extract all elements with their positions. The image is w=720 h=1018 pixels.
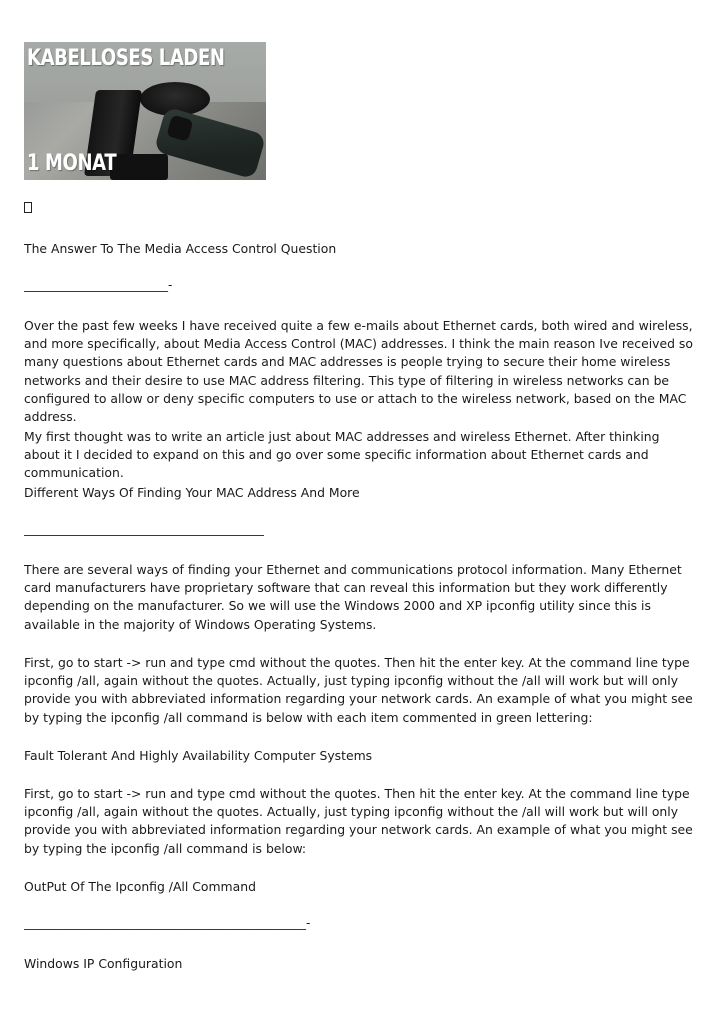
hero-image <box>24 42 266 180</box>
smartphone <box>154 107 266 180</box>
heading-finding-mac: Different Ways Of Finding Your MAC Address And More <box>24 485 360 500</box>
charging-stand-base <box>110 154 168 180</box>
hero-title-top: KABELLOSES LADEN <box>27 46 225 71</box>
hero-title-bottom: 1 MONAT <box>27 151 117 176</box>
heading-windows-ip-configuration: Windows IP Configuration <box>24 956 183 971</box>
missing-glyph-icon <box>24 202 32 213</box>
divider-2: ________________________________________ <box>24 522 264 536</box>
paragraph-several-ways: There are several ways of finding your Ethernet and communications protocol information. Many Ethernet card manufacturers have proprietary software that can reveal this information but they work differently depending on the manufacturer. So we will use the Windows 2000 and XP ipconfig utility since this is available in the majority of Windows Operating Systems. <box>24 562 682 632</box>
heading-media-access-control: The Answer To The Media Access Control Question <box>24 241 337 256</box>
paragraph-intro: Over the past few weeks I have received quite a few e-mails about Ethernet cards, both wired and wireless, and more specifically, about Media Access Control (MAC) addresses. I think the main reason Ive received so many questions about Ethernet cards and MAC addresses is people trying to secure their home wireless networks and their desire to use MAC address filtering. This type of filtering in wireless networks can be configured to allow or deny specific computers to use or attach to the wireless network, based on the MAC address. <box>24 318 693 425</box>
paragraph-first-go-to-start: First, go to start -> run and type cmd without the quotes. Then hit the enter key. At the command line type ipconfig /all, again without the quotes. Actually, just typing ipconfig without the /all will work but will only provide you with abbreviated information regarding your network cards. An example of what you might see by typing the ipconfig /all command is below with each item commented in green lettering: <box>24 655 693 725</box>
divider-1: ________________________- <box>24 278 173 292</box>
camera-module <box>166 115 193 142</box>
paragraph-first-thought: My first thought was to write an article just about MAC addresses and wireless Ethernet. After thinking about it I decided to expand on this and go over some specific information about Ethernet cards and communication. <box>24 429 660 481</box>
divider-3: _______________________________________________- <box>24 916 311 930</box>
heading-fault-tolerant: Fault Tolerant And Highly Availability Computer Systems <box>24 748 373 763</box>
paragraph-first-go-to-start-2: First, go to start -> run and type cmd without the quotes. Then hit the enter key. At the command line type ipconfig /all, again without the quotes. Actually, just typing ipconfig without the /all will work but will only provide you with abbreviated information regarding your network cards. An example of what you might see by typing the ipconfig /all command is below: <box>24 786 693 856</box>
heading-ipconfig-output: OutPut Of The Ipconfig /All Command <box>24 879 256 894</box>
